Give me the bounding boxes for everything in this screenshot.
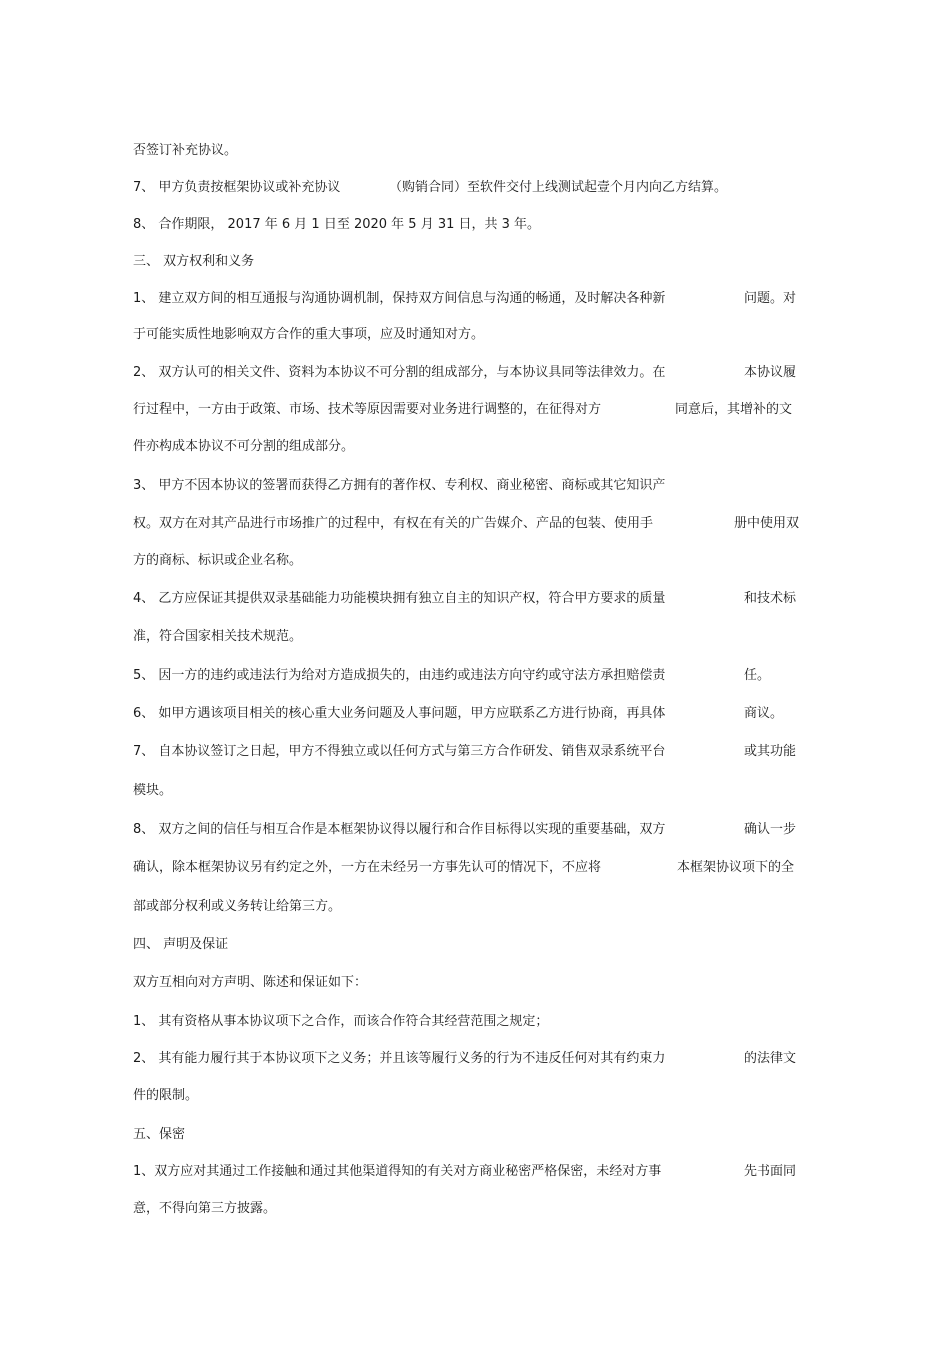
text-line — [133, 1163, 803, 1180]
text-line — [133, 1200, 803, 1217]
line-text: 四、 声明及保证 — [133, 937, 229, 952]
text-line — [133, 1087, 803, 1104]
line-text-right: 本协议履 — [744, 365, 797, 380]
line-text-right: 问题。对 — [744, 291, 797, 306]
section-heading — [133, 936, 803, 953]
section-heading — [133, 253, 803, 270]
line-text-right: 先书面同 — [744, 1164, 797, 1179]
line-text-continued: 本框架协议项下的全 — [677, 860, 795, 875]
text-line — [133, 477, 803, 494]
line-text: 行过程中，一方由于政策、市场、技术等原因需要对业务进行调整的，在征得对方 — [133, 402, 602, 417]
line-text-right: 册中使用双 — [734, 516, 800, 531]
line-text: 1、 其有资格从事本协议项下之合作，而该合作符合其经营范围之规定； — [133, 1014, 549, 1029]
text-line — [133, 859, 803, 876]
line-text: 件的限制。 — [133, 1088, 199, 1103]
line-text-right: 确认一步 — [744, 822, 797, 837]
line-text-right: 商议。 — [744, 706, 784, 721]
text-line — [133, 743, 803, 760]
section-heading — [133, 1126, 803, 1143]
line-text: 8、 合作期限， 2017 年 6 月 1 日至 2020 年 5 月 31 日，共 3 年。 — [133, 217, 541, 232]
text-line — [133, 974, 803, 991]
line-text: 2、 其有能力履行其于本协议项下之义务；并且该等履行义务的行为不违反任何对其有约束力 — [133, 1051, 666, 1066]
line-text: 5、 因一方的违约或违法行为给对方造成损失的，由违约或违法方向守约或守法方承担赔偿责 — [133, 668, 666, 683]
line-text-right: 和技术标 — [744, 591, 797, 606]
line-text: 准，符合国家相关技术规范。 — [133, 629, 303, 644]
line-text: 五、保密 — [133, 1127, 186, 1142]
line-text: 双方互相向对方声明、陈述和保证如下： — [133, 975, 368, 990]
text-line — [133, 821, 803, 838]
line-text: 3、 甲方不因本协议的签署而获得乙方拥有的著作权、专利权、商业秘密、商标或其它知识产 — [133, 478, 666, 493]
text-line — [133, 705, 803, 722]
line-text: 2、 双方认可的相关文件、资料为本协议不可分割的组成部分，与本协议具同等法律效力。在 — [133, 365, 666, 380]
text-line — [133, 216, 803, 233]
line-text-continued: 同意后，其增补的文 — [675, 402, 793, 417]
line-text: 7、 自本协议签订之日起，甲方不得独立或以任何方式与第三方合作研发、销售双录系统平台 — [133, 744, 666, 759]
text-line — [133, 1013, 803, 1030]
text-line — [133, 515, 803, 532]
line-text: 三、 双方权利和义务 — [133, 254, 255, 269]
line-text: 8、 双方之间的信任与相互合作是本框架协议得以履行和合作目标得以实现的重要基础，双方 — [133, 822, 666, 837]
text-line — [133, 782, 803, 799]
line-text: 1、双方应对其通过工作接触和通过其他渠道得知的有关对方商业秘密严格保密，未经对方事 — [133, 1164, 662, 1179]
text-line — [133, 142, 803, 159]
text-line — [133, 667, 803, 684]
line-text: 7、 甲方负责按框架协议或补充协议 — [133, 180, 341, 195]
line-text: 部或部分权利或义务转让给第三方。 — [133, 899, 342, 914]
text-line — [133, 326, 803, 343]
text-line — [133, 628, 803, 645]
line-text: 1、 建立双方间的相互通报与沟通协调机制，保持双方间信息与沟通的畅通，及时解决各种新 — [133, 291, 666, 306]
text-line — [133, 290, 803, 307]
line-text: 6、 如甲方遇该项目相关的核心重大业务问题及人事问题，甲方应联系乙方进行协商，再具体 — [133, 706, 666, 721]
line-text: 方的商标、标识或企业名称。 — [133, 553, 303, 568]
text-line — [133, 364, 803, 381]
text-line — [133, 1050, 803, 1067]
text-line — [133, 401, 803, 418]
line-text: 权。双方在对其产品进行市场推广的过程中，有权在有关的广告媒介、产品的包装、使用手 — [133, 516, 654, 531]
text-line — [133, 552, 803, 569]
line-text-right: 任。 — [744, 668, 771, 683]
line-text: 4、 乙方应保证其提供双录基础能力功能模块拥有独立自主的知识产权，符合甲方要求的质量 — [133, 591, 666, 606]
line-text: 于可能实质性地影响双方合作的重大事项，应及时通知对方。 — [133, 327, 485, 342]
text-line — [133, 898, 803, 915]
line-text-right: 的法律文 — [744, 1051, 797, 1066]
line-text: 否签订补充协议。 — [133, 143, 238, 158]
text-line — [133, 590, 803, 607]
text-line — [133, 438, 803, 455]
line-text: 模块。 — [133, 783, 173, 798]
line-text-continued: （购销合同）至软件交付上线测试起壹个月内向乙方结算。 — [389, 180, 728, 195]
line-text: 件亦构成本协议不可分割的组成部分。 — [133, 439, 355, 454]
text-line — [133, 179, 803, 196]
line-text: 意，不得向第三方披露。 — [133, 1201, 277, 1216]
line-text: 确认，除本框架协议另有约定之外，一方在未经另一方事先认可的情况下，不应将 — [133, 860, 602, 875]
line-text-right: 或其功能 — [744, 744, 797, 759]
